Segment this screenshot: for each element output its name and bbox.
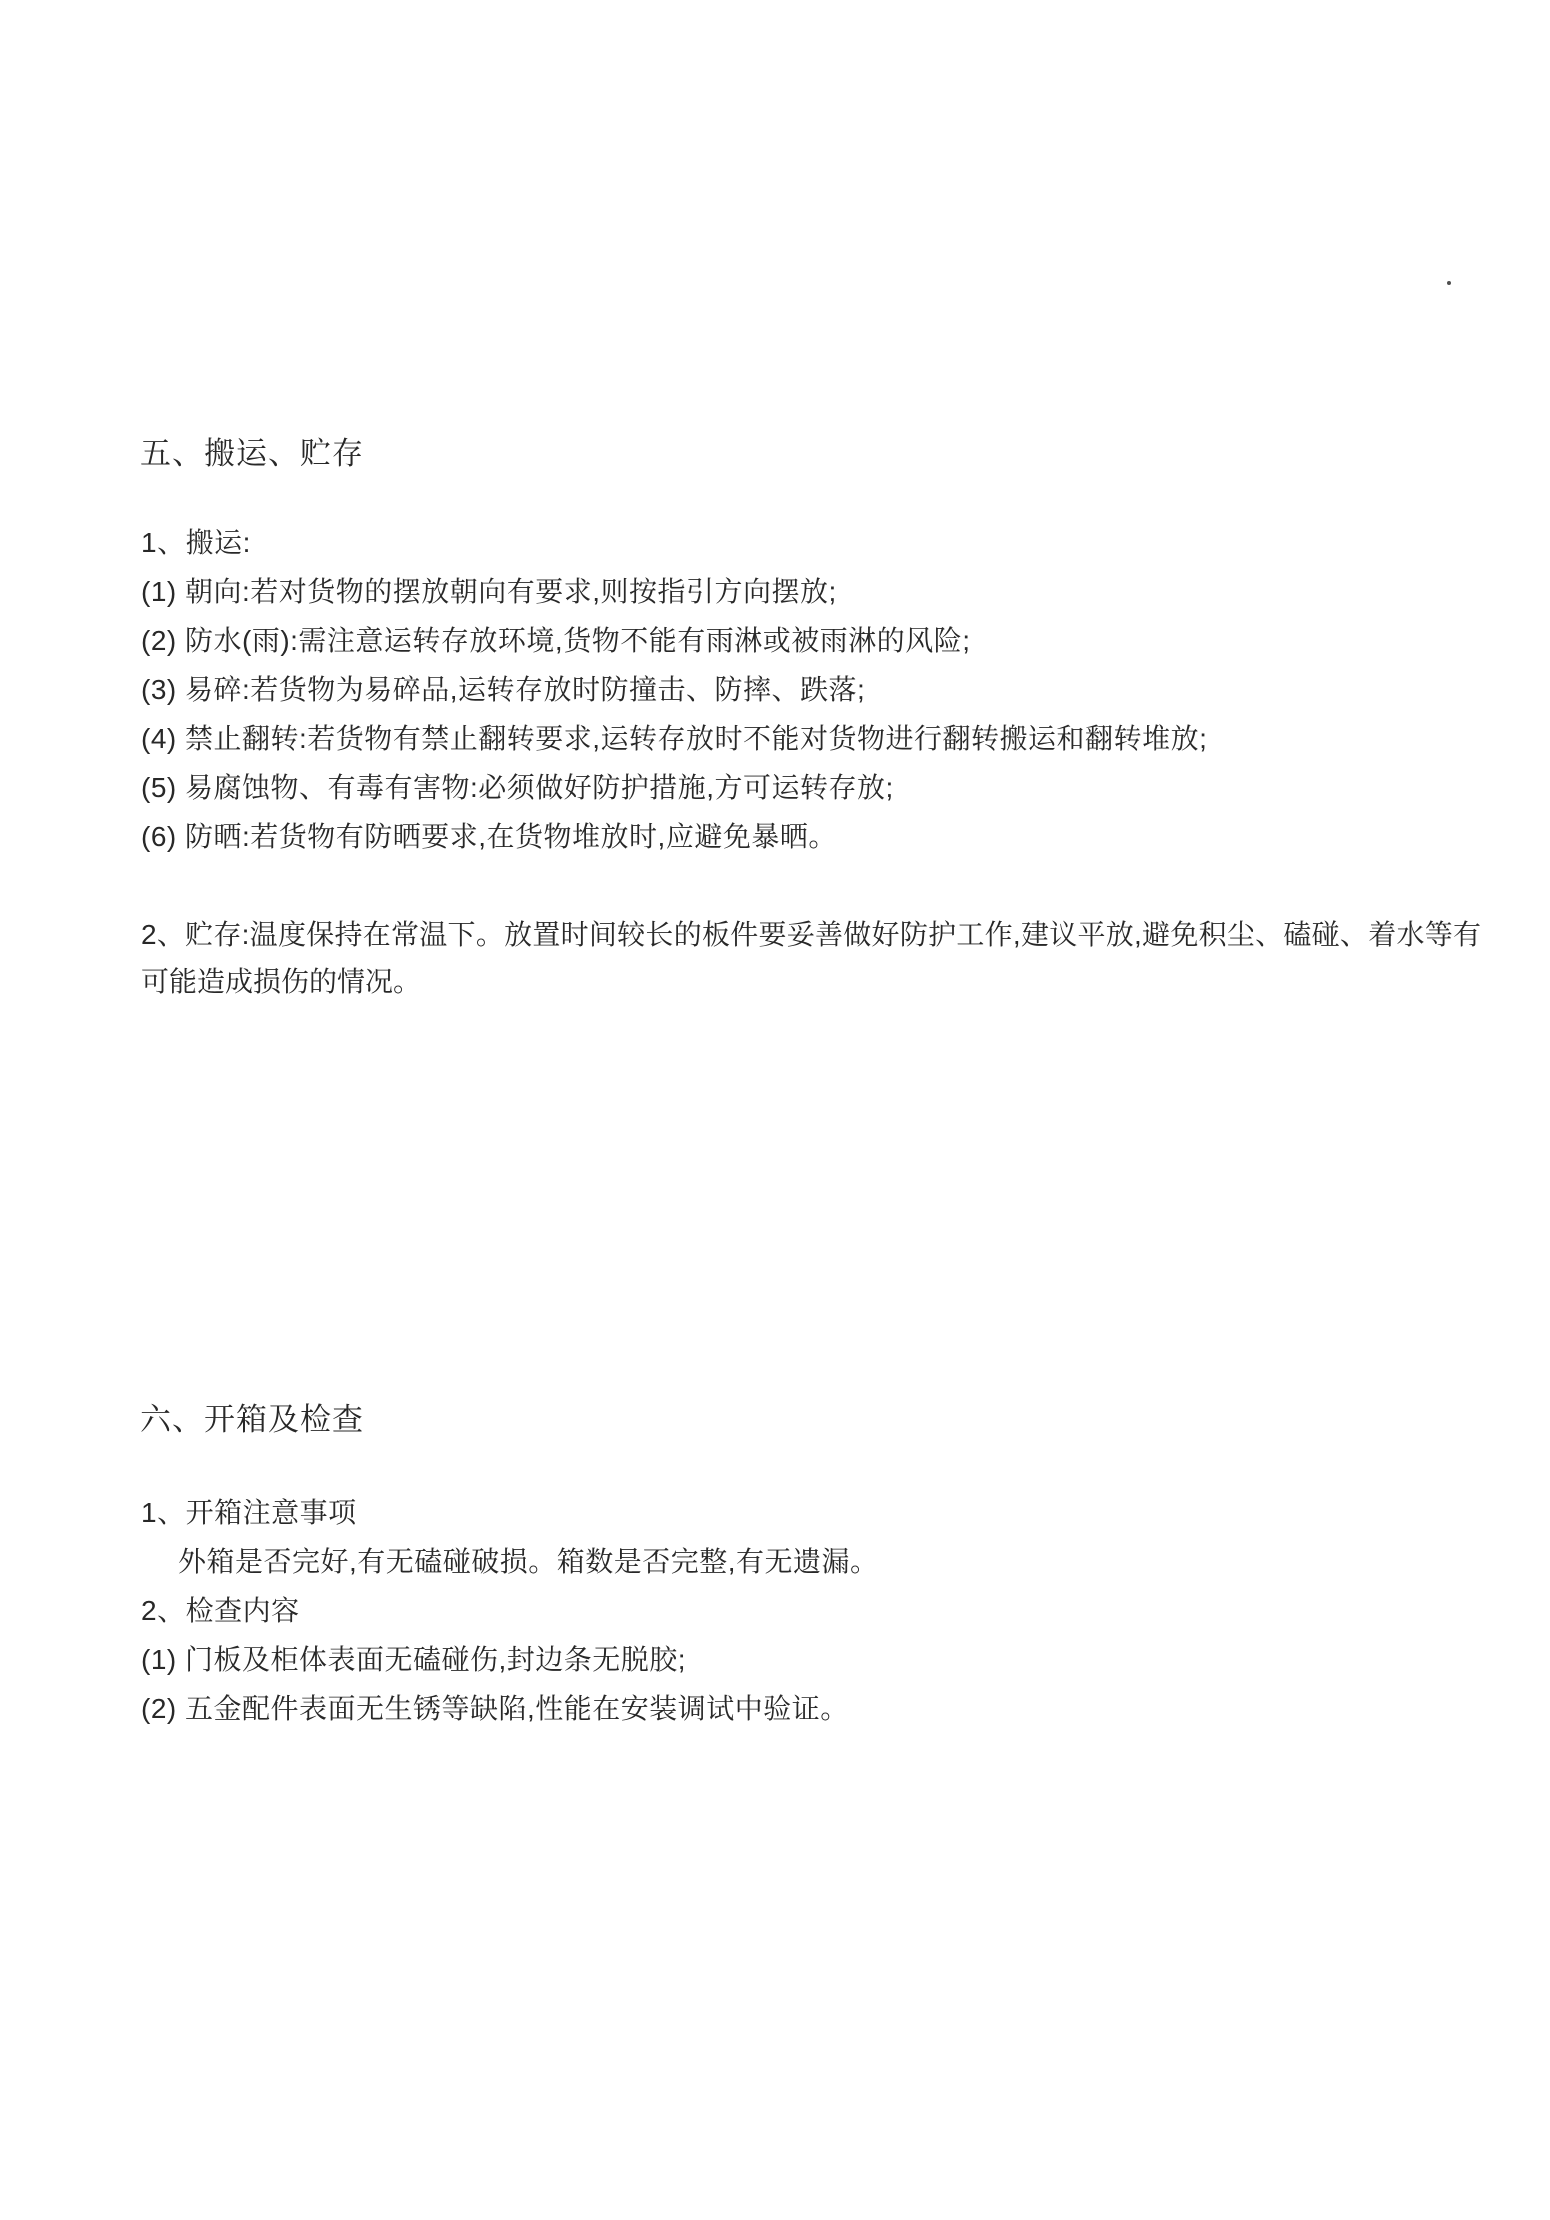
inspection-item-hardware: (2) 五金配件表面无生锈等缺陷,性能在安装调试中验证。 bbox=[141, 1693, 849, 1724]
handling-item-waterproof: (2) 防水(雨):需注意运转存放环境,货物不能有雨淋或被雨淋的风险; bbox=[141, 625, 971, 656]
handling-item-corrosive-toxic: (5) 易腐蚀物、有毒有害物:必须做好防护措施,方可运转存放; bbox=[141, 772, 894, 803]
unboxing-inspection-list bbox=[141, 1488, 879, 1733]
stray-dot bbox=[1447, 281, 1451, 285]
unboxing-notes-title: 1、开箱注意事项 bbox=[141, 1497, 357, 1528]
storage-paragraph: 2、贮存:温度保持在常温下。放置时间较长的板件要妥善做好防护工作,建议平放,避免积尘、磕碰、着水等有可能造成损伤的情况。 bbox=[141, 919, 1481, 997]
unboxing-notes-body: 外箱是否完好,有无磕碰破损。箱数是否完整,有无遗漏。 bbox=[178, 1546, 879, 1577]
inspection-subsection-title: 2、检查内容 bbox=[141, 1595, 300, 1626]
handling-item-fragile: (3) 易碎:若货物为易碎品,运转存放时防撞击、防摔、跌落; bbox=[141, 674, 866, 705]
section-heading-unboxing-inspection: 六、开箱及检查 bbox=[140, 1402, 364, 1437]
handling-item-no-flip: (4) 禁止翻转:若货物有禁止翻转要求,运转存放时不能对货物进行翻转搬运和翻转堆放; bbox=[141, 723, 1208, 754]
handling-item-orientation: (1) 朝向:若对货物的摆放朝向有要求,则按指引方向摆放; bbox=[141, 576, 837, 607]
handling-subsection-title: 1、搬运: bbox=[141, 527, 251, 558]
section-heading-transport-storage: 五、搬运、贮存 bbox=[140, 436, 364, 471]
inspection-item-panels: (1) 门板及柜体表面无磕碰伤,封边条无脱胶; bbox=[141, 1644, 687, 1675]
transport-handling-list bbox=[141, 518, 1207, 861]
handling-item-sun-protection: (6) 防晒:若货物有防晒要求,在货物堆放时,应避免暴晒。 bbox=[141, 821, 837, 852]
